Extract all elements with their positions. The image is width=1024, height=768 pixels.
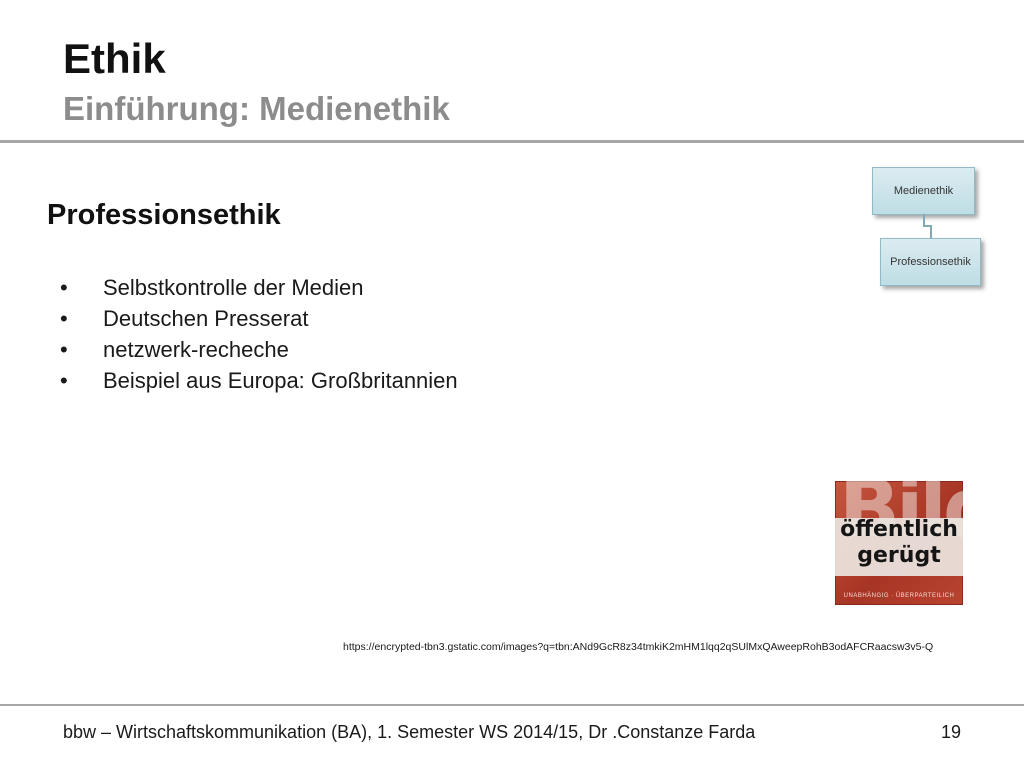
diagram-connector	[922, 214, 934, 238]
logo-stamp-line2: gerügt	[857, 543, 941, 568]
header-divider	[0, 140, 1024, 143]
bild-logo-image	[835, 481, 963, 605]
footer-divider	[0, 704, 1024, 706]
bullet-text: Selbstkontrolle der Medien	[103, 275, 364, 300]
page-number: 19	[941, 722, 962, 742]
bullet-icon: •	[60, 275, 68, 300]
logo-tagline: UNABHÄNGIG · ÜBERPARTEILICH	[843, 593, 955, 599]
image-source-url: https://encrypted-tbn3.gstatic.com/images?q=tbn:ANd9GcR8z34tmkiK2mHM1lqq2qSUlMxQAweepRohB3odAFCRaacsw3v5-Q	[343, 641, 934, 653]
bullet-item	[60, 365, 458, 396]
bullet-text: Deutschen Presserat	[103, 306, 309, 331]
logo-stamp-line1: öffentlich	[840, 517, 958, 542]
diagram-node-child: Professionsethik	[880, 238, 981, 286]
bullet-icon: •	[60, 337, 68, 362]
diagram-node-parent: Medienethik	[872, 167, 975, 215]
slide-subtitle: Einführung: Medienethik	[63, 90, 450, 127]
bullet-list	[60, 272, 458, 396]
footer-text: bbw – Wirtschaftskommunikation (BA), 1. Semester WS 2014/15, Dr .Constanze Farda	[63, 722, 756, 742]
bullet-item	[60, 272, 458, 303]
section-heading: Professionsethik	[47, 199, 281, 231]
bullet-text: Beispiel aus Europa: Großbritannien	[103, 368, 458, 393]
slide-title: Ethik	[63, 35, 166, 82]
bullet-item	[60, 303, 458, 334]
bullet-icon: •	[60, 306, 68, 331]
bullet-item	[60, 334, 458, 365]
bullet-icon: •	[60, 368, 68, 393]
bullet-text: netzwerk-recheche	[103, 337, 289, 362]
